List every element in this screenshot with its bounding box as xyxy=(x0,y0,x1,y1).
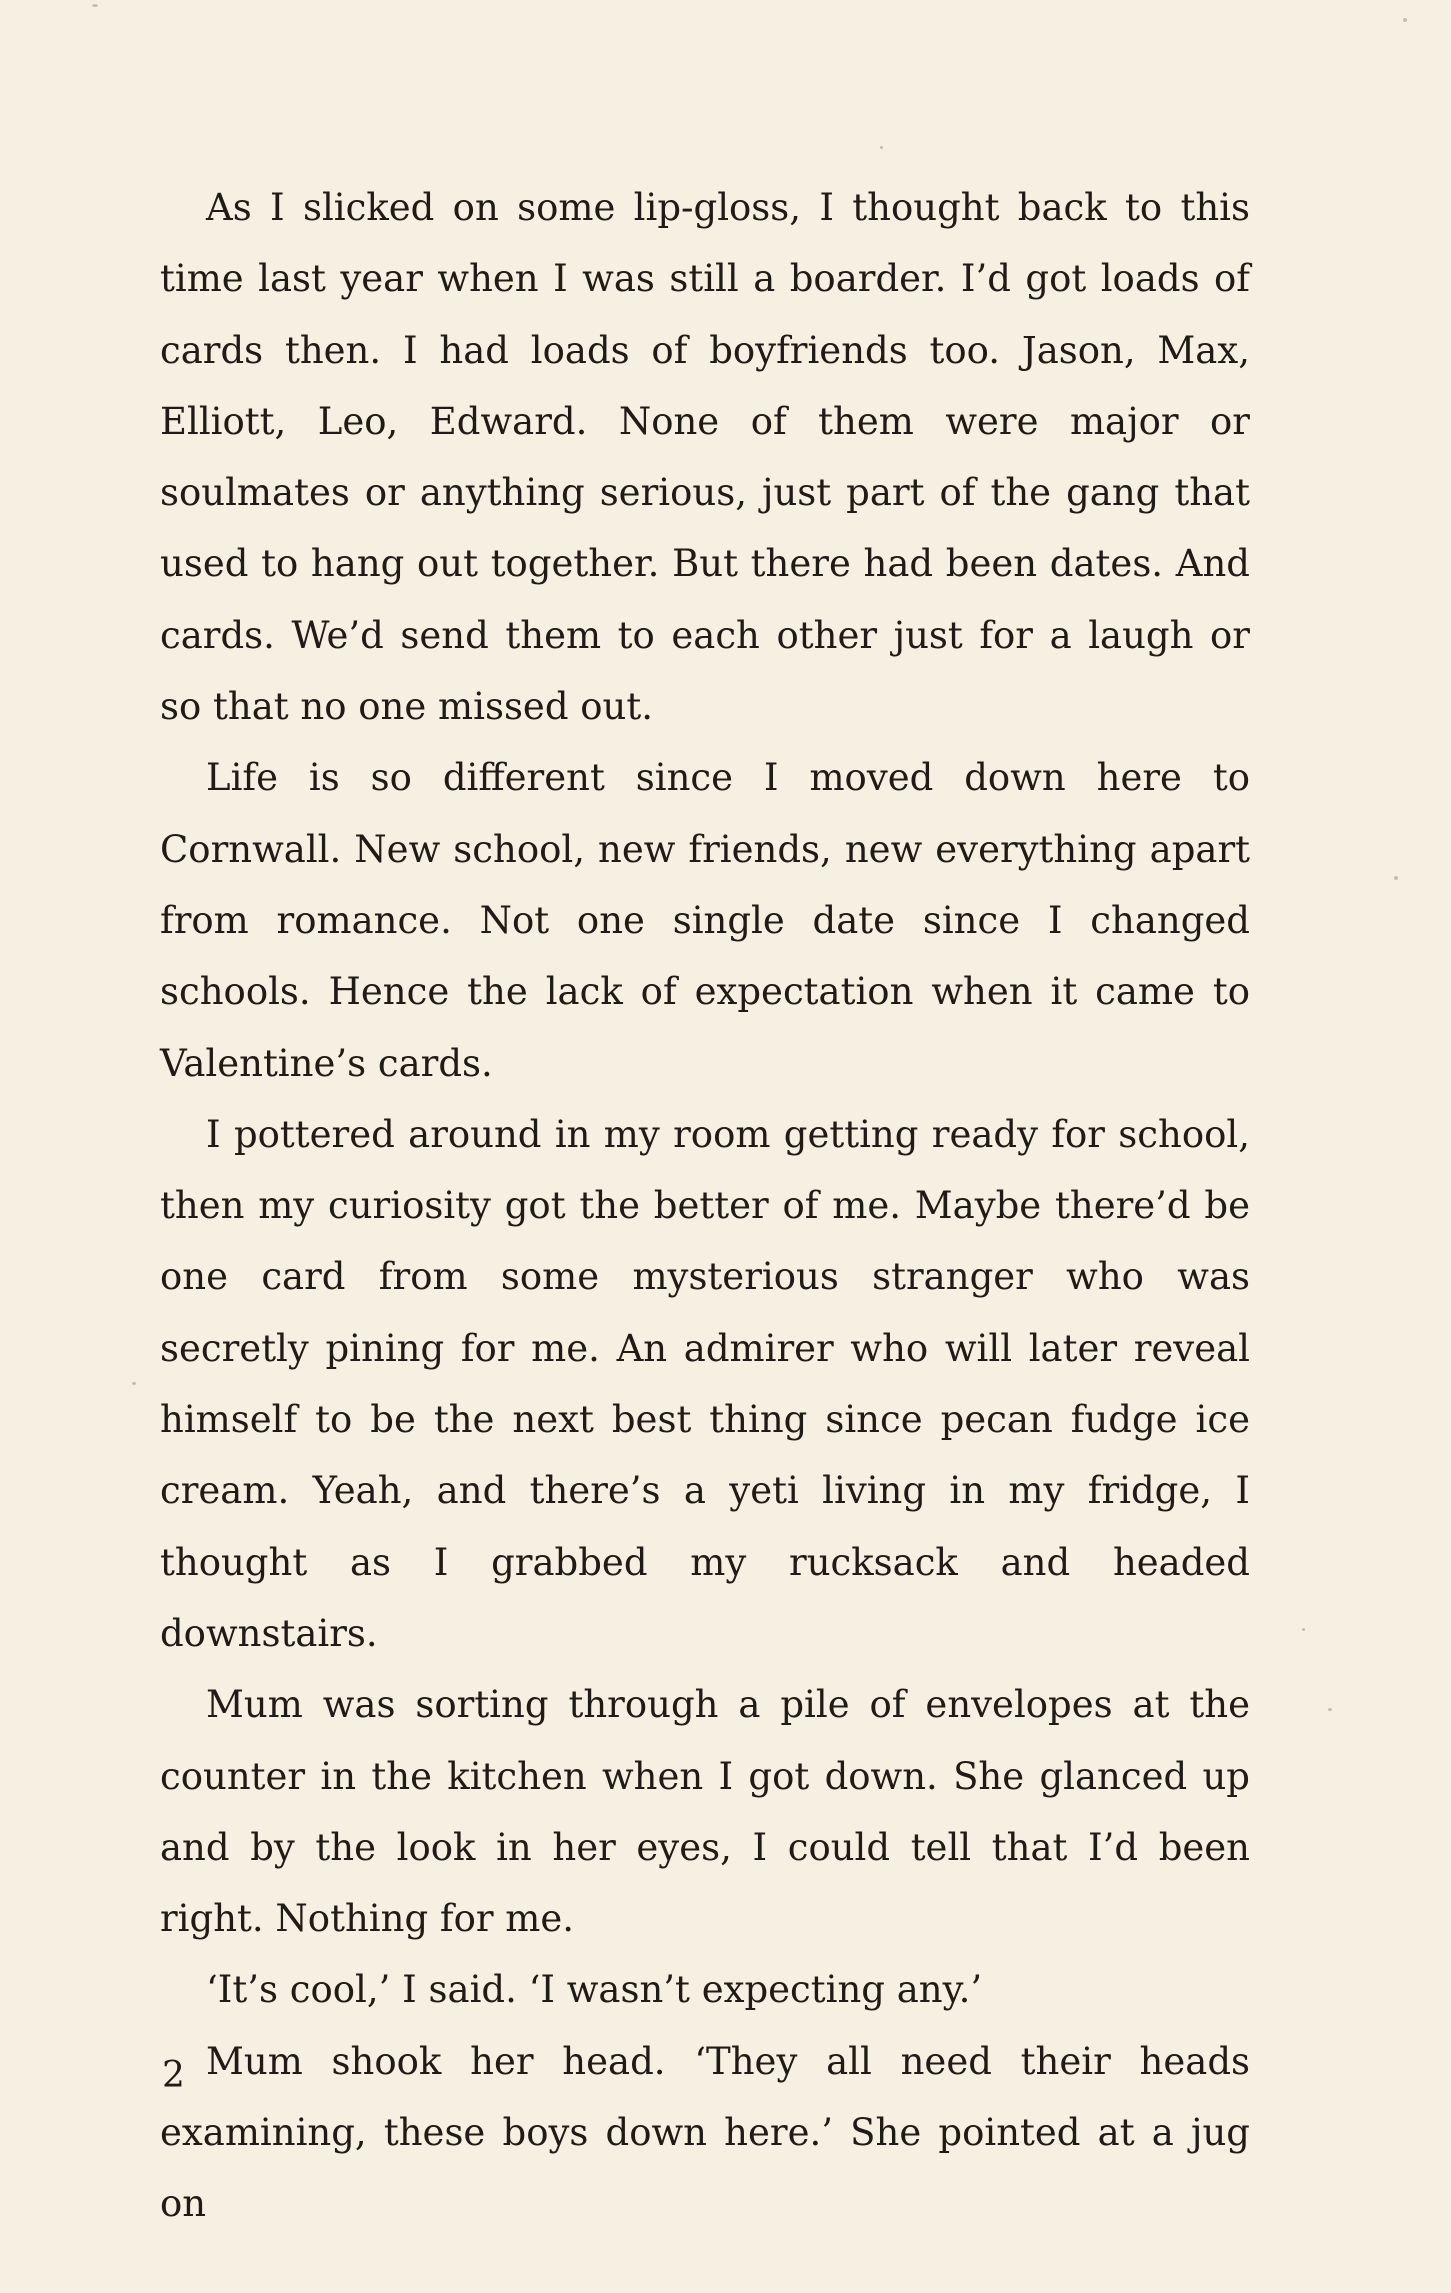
paper-speck xyxy=(1328,1708,1332,1711)
paragraph-1: As I slicked on some lip-gloss, I thought back to this time last year when I was still a boarder. I’d got loads of cards then. I had loads of boyfriends too. Jason, Max, Elliott, Leo, Edward. None of them were major or soulmates or anything serious, just part of the gang that used to hang out together. But there had been dates. And cards. We’d send them to each other just for a laugh or so that no one missed out. xyxy=(160,186,1250,729)
paper-speck xyxy=(1302,1628,1305,1631)
paper-speck xyxy=(880,146,883,149)
paper-speck xyxy=(92,4,98,7)
paragraph-4: Mum was sorting through a pile of envelopes at the counter in the kitchen when I got down. She glanced up and by the look in her eyes, I could tell that I’d been right. Nothing for me. xyxy=(160,1683,1250,1941)
paragraph-2: Life is so different since I moved down here to Cornwall. New school, new friends, new everything apart from romance. Not one single date since I changed schools. Hence the lack of expectation when it came to Valentine’s cards. xyxy=(160,756,1250,1085)
paper-speck xyxy=(1403,18,1407,22)
paragraph-5: ‘It’s cool,’ I said. ‘I wasn’t expecting any.’ xyxy=(206,1968,983,2012)
paragraph-3: I pottered around in my room getting ready for school, then my curiosity got the better of me. Maybe there’d be one card from some mysterious stranger who was secretly pining for me. An admirer who will later reveal himself to be the next best thing since pecan fudge ice cream. Yeah, and there’s a yeti living in my fridge, I thought as I grabbed my rucksack and headed downstairs. xyxy=(160,1112,1250,1655)
paragraph-6: Mum shook her head. ‘They all need their heads examining, these boys down here.’ She pointed at a jug on xyxy=(160,2039,1250,2226)
body-text xyxy=(160,172,1250,2240)
paper-speck xyxy=(132,1382,136,1385)
page-number: 2 xyxy=(162,2055,185,2096)
paper-speck xyxy=(1394,876,1398,880)
